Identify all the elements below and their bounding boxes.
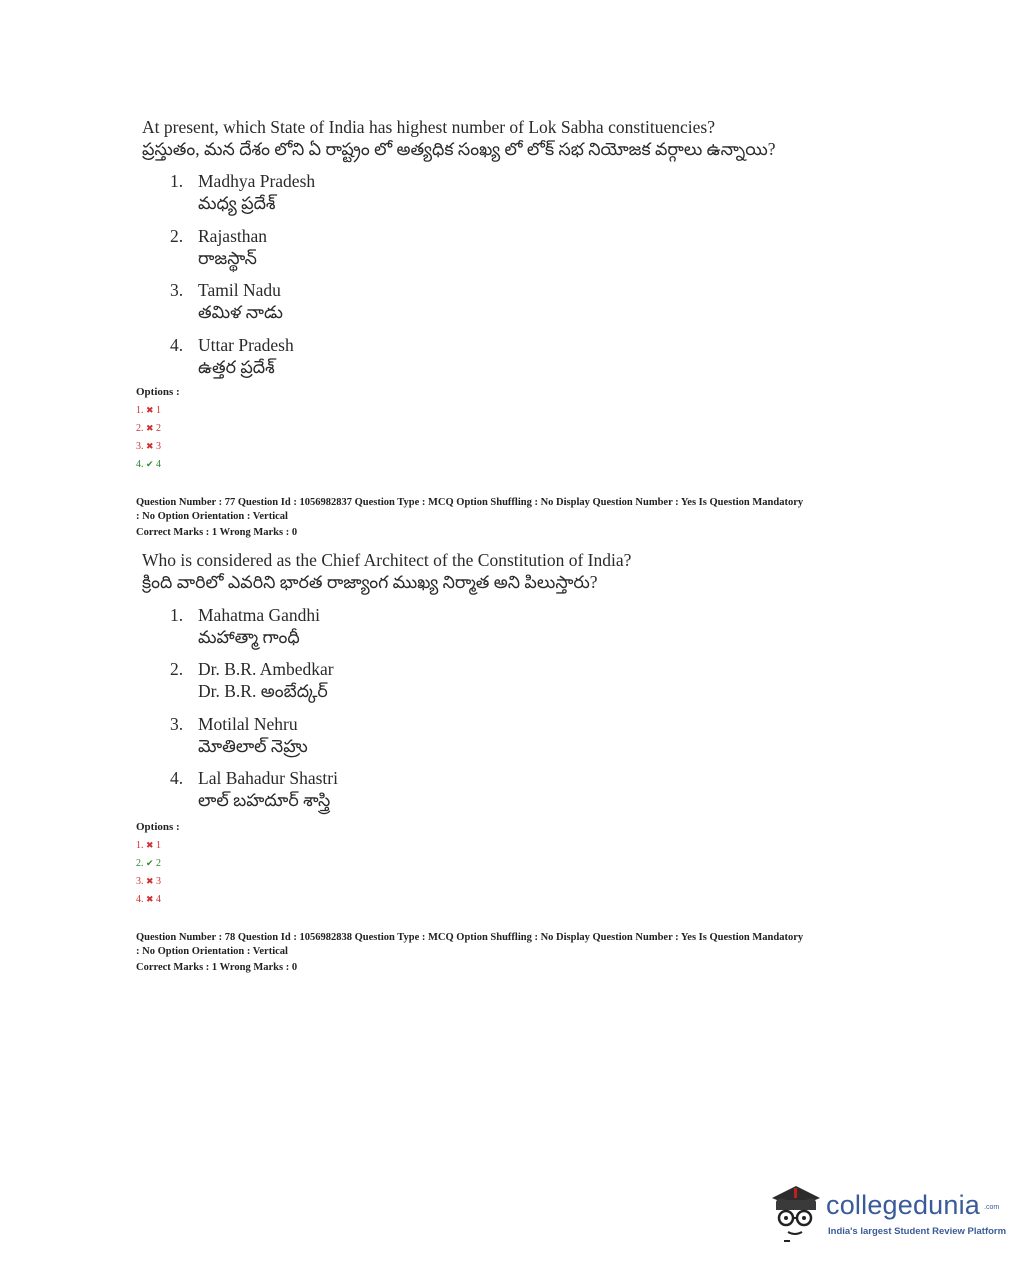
option-text-en: Motilal Nehru <box>198 714 298 734</box>
option-text-te: మహాత్మా గాంధీ <box>198 627 300 647</box>
logo-brand-text: collegedunia <box>826 1190 981 1220</box>
check-icon: ✔ <box>146 459 154 469</box>
cross-icon: ✖ <box>146 894 154 904</box>
option-text-en: Rajasthan <box>198 226 268 246</box>
q77-option-4: 4. Lal Bahadur Shastri లాల్ బహదూర్ శాస్త్రి <box>170 768 338 810</box>
q77-option-1: 1. Mahatma Gandhi మహాత్మా గాంధీ <box>170 605 320 647</box>
check-icon: ✔ <box>146 858 154 868</box>
answer-row-correct: 4. ✔ 4 <box>136 459 162 470</box>
option-text-en: Lal Bahadur Shastri <box>198 768 338 788</box>
option-text-te: తమిళ నాడు <box>198 302 283 322</box>
collegedunia-logo[interactable] <box>766 1176 1007 1248</box>
q76-option-1: 1. Madhya Pradesh మధ్య ప్రదేశ్ <box>170 171 316 213</box>
question-76-text-en: At present, which State of India has highest number of Lok Sabha constituencies? <box>142 117 715 137</box>
option-text-te: లాల్ బహదూర్ శాస్త్రి <box>198 790 331 810</box>
options-label: Options : <box>136 821 180 833</box>
cross-icon: ✖ <box>146 423 154 433</box>
option-text-te: రాజస్థాన్ <box>198 248 257 268</box>
option-text-en: Madhya Pradesh <box>198 171 316 191</box>
answer-row: 1. ✖ 1 <box>136 840 162 851</box>
question-77-text-te: క్రింది వారిలో ఎవరిని భారత రాజ్యాంగ ముఖ్య నిర్మాత అని పిలుస్తారు? <box>142 572 598 592</box>
q76-answer-list <box>136 401 161 473</box>
answer-row: 3. ✖ 3 <box>136 441 162 452</box>
q77-option-2: 2. Dr. B.R. Ambedkar Dr. B.R. అంబేద్కర్ <box>170 659 334 701</box>
option-text-en: Dr. B.R. Ambedkar <box>198 659 334 679</box>
logo-dotcom: .com <box>984 1204 1000 1211</box>
q76-option-3: 3. Tamil Nadu తమిళ నాడు <box>170 280 283 322</box>
option-text-te: Dr. B.R. అంబేద్కర్ <box>198 681 328 701</box>
q76-option-4: 4. Uttar Pradesh ఉత్తర ప్రదేశ్ <box>170 335 294 377</box>
option-text-en: Tamil Nadu <box>198 280 281 300</box>
question-78-meta: Question Number : 78 Question Id : 1056982838 Question Type : MCQ Option Shuffling : No Display Question Number : Yes Is Question Mandatory : No Option Orientation : Vertical Correct Marks : 1 Wrong Marks : 0 <box>136 932 804 973</box>
answer-row-correct: 2. ✔ 2 <box>136 858 162 869</box>
options-label: Options : <box>136 386 180 398</box>
question-76-text-te: ప్రస్తుతం, మన దేశం లోని ఏ రాష్ట్రం లో అత్యధిక సంఖ్య లో లోక్ సభ నియోజక వర్గాలు ఉన్నాయి? <box>142 139 776 159</box>
question-77-text-en: Who is considered as the Chief Architect of the Constitution of India? <box>142 550 632 570</box>
cross-icon: ✖ <box>146 441 154 451</box>
option-text-en: Mahatma Gandhi <box>198 605 320 625</box>
answer-row: 1. ✖ 1 <box>136 405 162 416</box>
question-77-meta: Question Number : 77 Question Id : 1056982837 Question Type : MCQ Option Shuffling : No Display Question Number : Yes Is Question Mandatory : No Option Orientation : Vertical Correct Marks : 1 Wrong Marks : 0 <box>136 497 804 538</box>
cross-icon: ✖ <box>146 405 154 415</box>
cross-icon: ✖ <box>146 876 154 886</box>
option-text-en: Uttar Pradesh <box>198 335 294 355</box>
option-text-te: ఉత్తర ప్రదేశ్ <box>198 357 275 377</box>
logo-tagline: India's largest Student Review Platform <box>828 1226 1007 1237</box>
option-text-te: మధ్య ప్రదేశ్ <box>198 193 276 213</box>
answer-row: 3. ✖ 3 <box>136 876 162 887</box>
cross-icon: ✖ <box>146 840 154 850</box>
answer-row: 2. ✖ 2 <box>136 423 162 434</box>
mascot-icon <box>766 1176 826 1248</box>
option-text-te: మోతిలాల్ నెహ్రు <box>198 736 308 756</box>
q77-option-3: 3. Motilal Nehru మోతిలాల్ నెహ్రు <box>170 714 308 756</box>
answer-row: 4. ✖ 4 <box>136 894 162 905</box>
q77-answer-list <box>136 836 161 908</box>
q76-option-2: 2. Rajasthan రాజస్థాన్ <box>170 226 268 268</box>
